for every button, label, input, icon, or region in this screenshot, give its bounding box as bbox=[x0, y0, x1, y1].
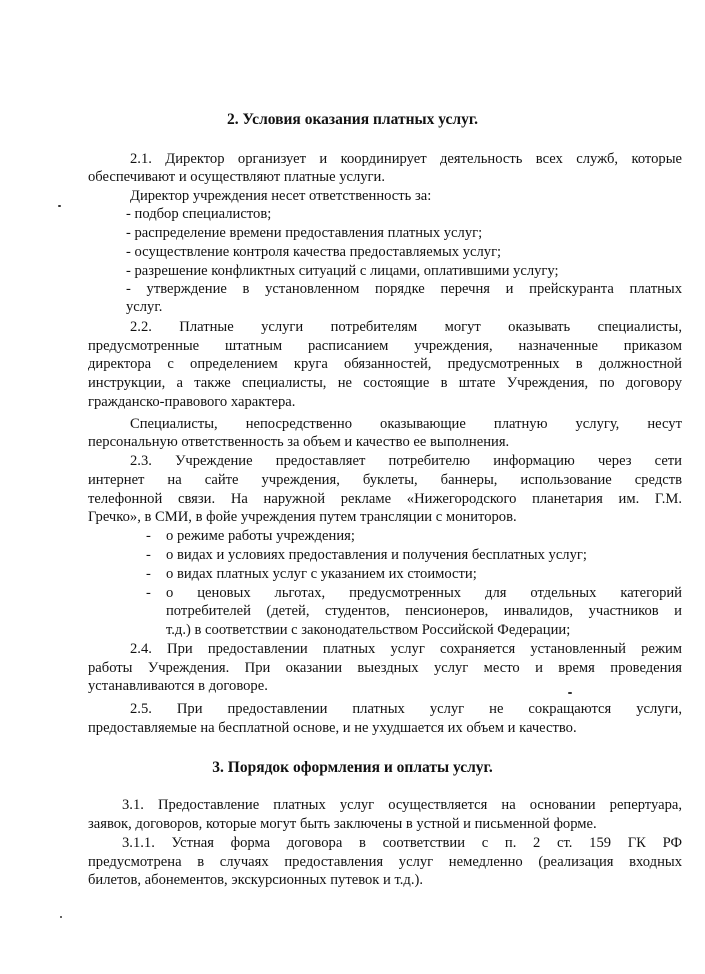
paragraph-2-2-line-1: 2.2. Платные услуги потребителям могут оказывать специалисты, bbox=[130, 319, 682, 335]
scan-speck bbox=[568, 692, 572, 694]
info-list-item-2: о видах и условиях предоставления и получения бесплатных услуг; bbox=[166, 547, 587, 563]
info-list-item-4-line-3: т.д.) в соответствии с законодательством Российской Федерации; bbox=[166, 622, 571, 638]
paragraph-2-5-line-1: 2.5. При предоставлении платных услуг не сокращаются услуги, bbox=[130, 701, 682, 717]
paragraph-2-2-line-2: предусмотренные штатным расписанием учреждения, назначенные приказом bbox=[88, 338, 682, 354]
responsibility-item-5-line-2: услуг. bbox=[126, 299, 163, 315]
paragraph-3-1-line-1: 3.1. Предоставление платных услуг осуществляется на основании репертуара, bbox=[122, 797, 682, 813]
responsibility-item-5-line-1: - утверждение в установленном порядке перечня и прейскуранта платных bbox=[126, 281, 682, 297]
paragraph-3-1-1-line-2: предусмотрена в случаях предоставления услуг немедленно (реализация входных bbox=[88, 854, 682, 870]
paragraph-specialists-line-1: Специалисты, непосредственно оказывающие платную услугу, несут bbox=[130, 416, 682, 432]
responsibility-item-4: - разрешение конфликтных ситуаций с лицами, оплатившими услугу; bbox=[126, 263, 559, 279]
list-marker: - bbox=[146, 585, 151, 601]
list-marker: - bbox=[146, 566, 151, 582]
scan-speck bbox=[58, 205, 61, 207]
paragraph-3-1-1-line-3: билетов, абонементов, экскурсионных путевок и т.д.). bbox=[88, 872, 423, 888]
paragraph-director-responsibility: Директор учреждения несет ответственность за: bbox=[130, 188, 432, 204]
paragraph-2-3-line-3: телефонной связи. На наружной рекламе «Нижегородского планетария им. Г.М. bbox=[88, 491, 682, 507]
responsibility-item-2: - распределение времени предоставления платных услуг; bbox=[126, 225, 483, 241]
paragraph-specialists-line-2: персональную ответственность за объем и качество ее выполнения. bbox=[88, 434, 510, 450]
section-2-heading: 2. Условия оказания платных услуг. bbox=[226, 111, 478, 128]
paragraph-2-2-line-5: гражданско-правового характера. bbox=[88, 394, 296, 410]
paragraph-2-4-line-2: работы Учреждения. При оказании выездных услуг место и время проведения bbox=[88, 660, 682, 676]
paragraph-3-1-1-line-1: 3.1.1. Устная форма договора в соответствии с п. 2 ст. 159 ГК РФ bbox=[122, 835, 682, 851]
paragraph-2-2-line-3: директора с определением круга обязанностей, предусмотренных в должностной bbox=[88, 356, 682, 372]
paragraph-2-3-line-2: интернет на сайте учреждения, буклеты, баннеры, использование средств bbox=[88, 472, 682, 488]
paragraph-2-4-line-3: устанавливаются в договоре. bbox=[88, 678, 268, 694]
paragraph-2-2-line-4: инструкции, а также специалисты, не состоящие в штате Учреждения, по договору bbox=[88, 375, 682, 391]
paragraph-2-1-line-2: обеспечивают и осуществляют платные услуги. bbox=[88, 169, 386, 185]
section-3-heading: 3. Порядок оформления и оплаты услуг. bbox=[212, 759, 493, 776]
info-list-item-4-line-2: потребителей (детей, студентов, пенсионеров, инвалидов, участников и bbox=[166, 603, 682, 619]
list-marker: - bbox=[146, 547, 151, 563]
info-list-item-4-line-1: о ценовых льготах, предусмотренных для отдельных категорий bbox=[166, 585, 682, 601]
paragraph-3-1-line-2: заявок, договоров, которые могут быть заключены в устной и письменной форме. bbox=[88, 816, 597, 832]
info-list-item-3: о видах платных услуг с указанием их стоимости; bbox=[166, 566, 477, 582]
scan-speck bbox=[60, 916, 62, 918]
paragraph-2-4-line-1: 2.4. При предоставлении платных услуг сохраняется установленный режим bbox=[130, 641, 682, 657]
responsibility-item-1: - подбор специалистов; bbox=[126, 206, 272, 222]
paragraph-2-3-line-4: Гречко», в СМИ, в фойе учреждения путем трансляции с мониторов. bbox=[88, 509, 517, 525]
paragraph-2-5-line-2: предоставляемые на бесплатной основе, и не ухудшается их объем и качество. bbox=[88, 720, 577, 736]
paragraph-2-1-line-1: 2.1. Директор организует и координирует деятельность всех служб, которые bbox=[130, 151, 682, 167]
responsibility-item-3: - осуществление контроля качества предоставляемых услуг; bbox=[126, 244, 502, 260]
list-marker: - bbox=[146, 528, 151, 544]
info-list-item-1: о режиме работы учреждения; bbox=[166, 528, 355, 544]
paragraph-2-3-line-1: 2.3. Учреждение предоставляет потребителю информацию через сети bbox=[130, 453, 682, 469]
